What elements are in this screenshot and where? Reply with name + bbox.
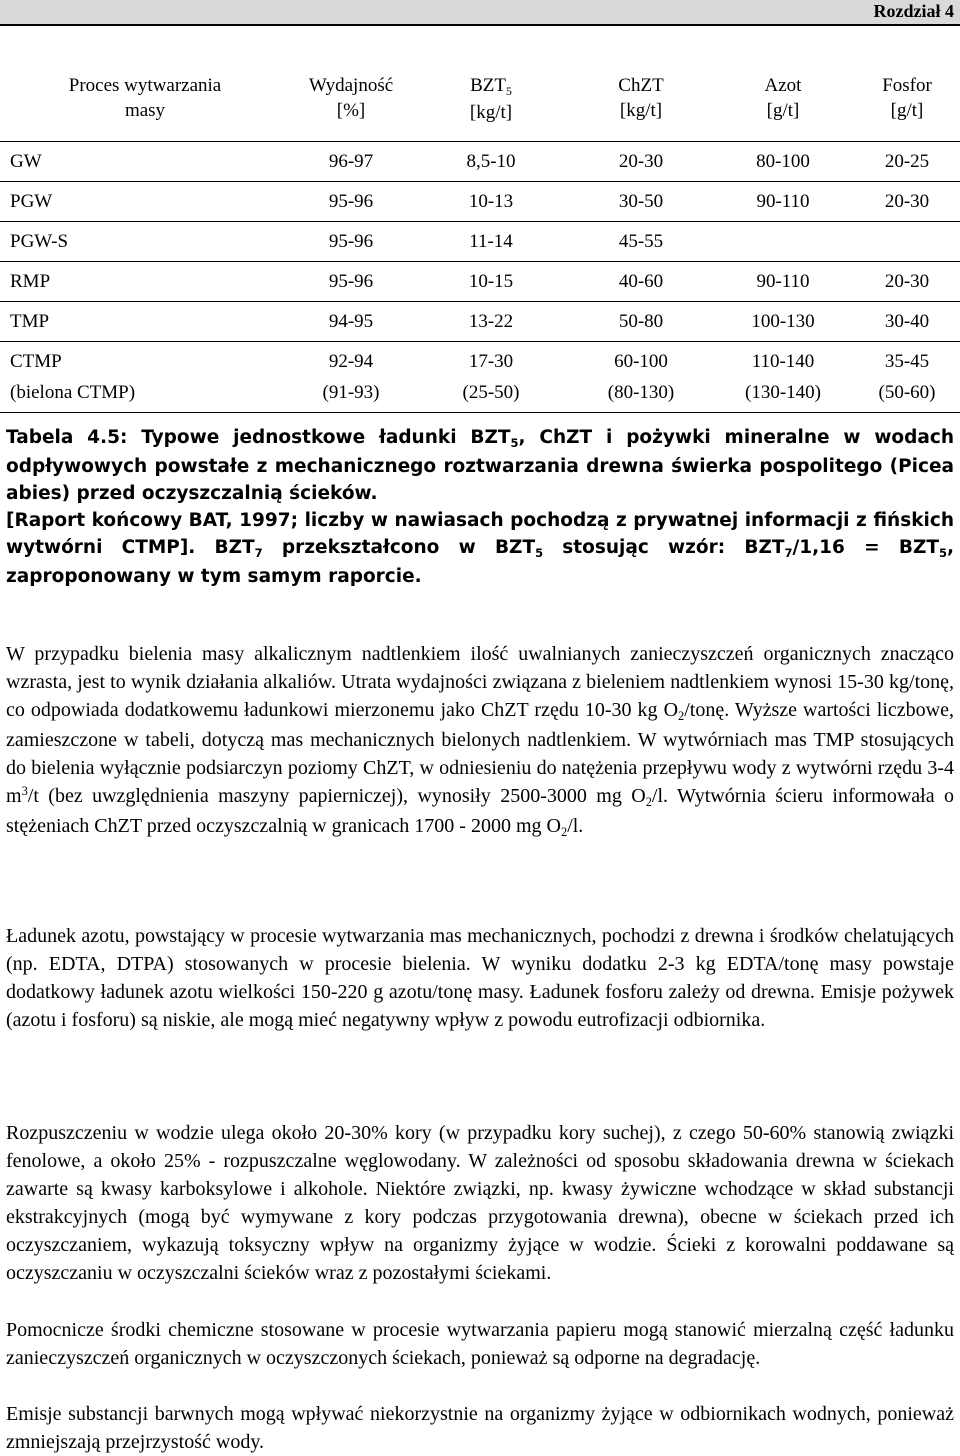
cell-bzt5: 11-14 bbox=[469, 231, 513, 252]
cell-chzt: 45-55 bbox=[618, 231, 664, 252]
cell-nitrogen: 90-110 bbox=[756, 191, 810, 212]
cell-bzt5: 17-30 (25-50) bbox=[462, 351, 520, 403]
header-phosphorus: Fosfor [g/t] bbox=[882, 75, 932, 121]
cell-yield: 92-94 (91-93) bbox=[322, 351, 380, 403]
cell-phosphorus: 20-25 bbox=[884, 151, 930, 172]
cell-chzt: 50-80 bbox=[618, 311, 664, 332]
cell-process: CTMP (bielona CTMP) bbox=[10, 351, 136, 403]
cell-phosphorus: 20-30 bbox=[884, 191, 930, 212]
table-row bbox=[0, 342, 960, 413]
pollution-load-table bbox=[0, 60, 960, 413]
cell-nitrogen: 80-100 bbox=[756, 151, 810, 172]
header-nitrogen: Azot [g/t] bbox=[764, 75, 802, 121]
cell-chzt: 60-100 (80-130) bbox=[607, 351, 675, 403]
cell-process: PGW-S bbox=[10, 231, 69, 252]
cell-yield: 95-96 bbox=[328, 191, 374, 212]
cell-chzt: 30-50 bbox=[618, 191, 664, 212]
cell-yield: 94-95 bbox=[328, 311, 374, 332]
cell-phosphorus: 20-30 bbox=[884, 271, 930, 292]
cell-phosphorus: 35-45 (50-60) bbox=[878, 351, 936, 403]
chapter-header bbox=[0, 0, 960, 26]
cell-nitrogen: 90-110 bbox=[756, 271, 810, 292]
cell-process: RMP bbox=[10, 271, 51, 292]
paragraph-chemicals: Pomocnicze środki chemiczne stosowane w procesie wytwarzania papieru mogą stanowić mierzalną część ładunku zanieczyszczeń organicznych w oczyszczonych ściekach, ponieważ są odporne na degradację. bbox=[6, 1319, 954, 1369]
table-row bbox=[0, 302, 960, 342]
cell-nitrogen: 100-130 bbox=[751, 311, 815, 332]
table-row bbox=[0, 262, 960, 302]
cell-yield: 96-97 bbox=[328, 151, 374, 172]
cell-bzt5: 13-22 bbox=[468, 311, 514, 332]
cell-yield: 95-96 bbox=[328, 271, 374, 292]
cell-nitrogen: 110-140 (130-140) bbox=[745, 351, 821, 403]
paragraph-bark: Rozpuszczeniu w wodzie ulega około 20-30% kory (w przypadku kory suchej), z czego 50-60% stanowią związki fenolowe, a około 25% - rozpuszczalne węglowodany. W zależności od sposobu składowania drewna w ściekach zawarte są kwasy karboksylowe i alkohole. Niektóre związki, np. kwasy żywiczne wchodzące w skład substancji ekstrakcyjnych (mogą być wymywane z kory podczas przygotowania drewna), obecne w ściekach przed ich oczyszczaniem, wykazują toksyczny wpływ na organizmy żyjące w wodzie. Ścieki z korowalni poddawane są oczyszczaniu w oczyszczalni ścieków wraz z pozostałymi ściekami. bbox=[6, 1122, 954, 1284]
cell-chzt: 40-60 bbox=[618, 271, 664, 292]
cell-bzt5: 8,5-10 bbox=[466, 151, 516, 172]
table-row bbox=[0, 182, 960, 222]
header-chzt: ChZT [kg/t] bbox=[618, 75, 664, 121]
paragraph-dyes: Emisje substancji barwnych mogą wpływać niekorzystnie na organizmy żyjące w odbiornikach wodnych, ponieważ zmniejszają przejrzystość wody. bbox=[6, 1403, 954, 1453]
cell-chzt: 20-30 bbox=[618, 151, 664, 172]
cell-process: TMP bbox=[10, 311, 50, 332]
cell-yield: 95-96 bbox=[328, 231, 374, 252]
table-row bbox=[0, 222, 960, 262]
cell-phosphorus: 30-40 bbox=[884, 311, 930, 332]
header-yield: Wydajność [%] bbox=[308, 75, 394, 121]
cell-phosphorus bbox=[854, 222, 960, 262]
paragraph-bleaching: W przypadku bielenia masy alkalicznym nadtlenkiem ilość uwalnianych zanieczyszczeń organicznych znacząco wzrasta, jest to wynik działania alkaliów. Utrata wydajności związana z bieleniem nadtlenkiem wynosi 15-30 kg/tonę, co odpowiada dodatkowemu ładunkowi mierzonemu jako ChZT rzędu 10-30 kg $O_2$/tonę. Wyższe wartości liczbowe, zamieszczone w tabeli, dotyczą mas mechanicznych bielonych nadtlenkiem. W wytwórniach mas TMP stosujących do bielenia wyłącznie podsiarczyn poziomy ChZT, w odniesieniu do natężenia przepływu wody z wytwórni rzędu 3-4 $m^3/t$ (bez uwzględnienia maszyny papierniczej), wynosiły 2500-3000 mg $O_2/l$. Wytwórnia ścieru informowała o stężeniach ChZT przed oczyszczalnią w granicach 1700 - 2000 mg $O_2/l$. bbox=[6, 643, 954, 839]
cell-nitrogen bbox=[712, 222, 854, 262]
header-bzt5: $BZT_5$ [kg/t] bbox=[469, 75, 513, 123]
paragraph-nitrogen: Ładunek azotu, powstający w procesie wytwarzania mas mechanicznych, pochodzi z drewna i środków chelatujących (np. EDTA, DTPA) stosowanych w procesie bielenia. W wyniku dodatku 2-3 kg EDTA/tonę masy powstaje dodatkowy ładunek azotu wielkości 150-220 g azotu/tonę masy. Ładunek fosforu zależy od drewna. Emisje pożywek (azotu i fosforu) są niskie, ale mogą mieć negatywny wpływ z powodu eutrofizacji odbiornika. bbox=[6, 925, 954, 1031]
table-caption bbox=[6, 424, 954, 590]
cell-bzt5: 10-13 bbox=[468, 191, 514, 212]
cell-process: PGW bbox=[10, 191, 53, 212]
cell-process: GW bbox=[10, 151, 42, 172]
chapter-label: Rozdział 4 bbox=[873, 1, 954, 21]
cell-bzt5: 10-15 bbox=[468, 271, 514, 292]
table-header-row bbox=[0, 60, 960, 142]
table-row bbox=[0, 142, 960, 182]
caption-title: Tabela 4.5: Typowe jednostkowe ładunki $BZT_5$, ChZT i pożywki mineralne w wodach odpływowych powstałe z mechanicznego roztwarzania drewna świerka pospolitego (Picea abies) przed oczyszczalnią ścieków. bbox=[6, 427, 954, 504]
caption-source: [Raport końcowy BAT, 1997; liczby w nawiasach pochodzą z prywatnej informacji z fińskich wytwórni CTMP]. $BZT_7$ przekształcono w $BZT_5$ stosując wzór: $BZT_7/1,16 = BZT_5$, zaproponowany w tym samym raporcie. bbox=[6, 510, 955, 587]
header-process: Proces wytwarzania masy bbox=[68, 75, 222, 121]
